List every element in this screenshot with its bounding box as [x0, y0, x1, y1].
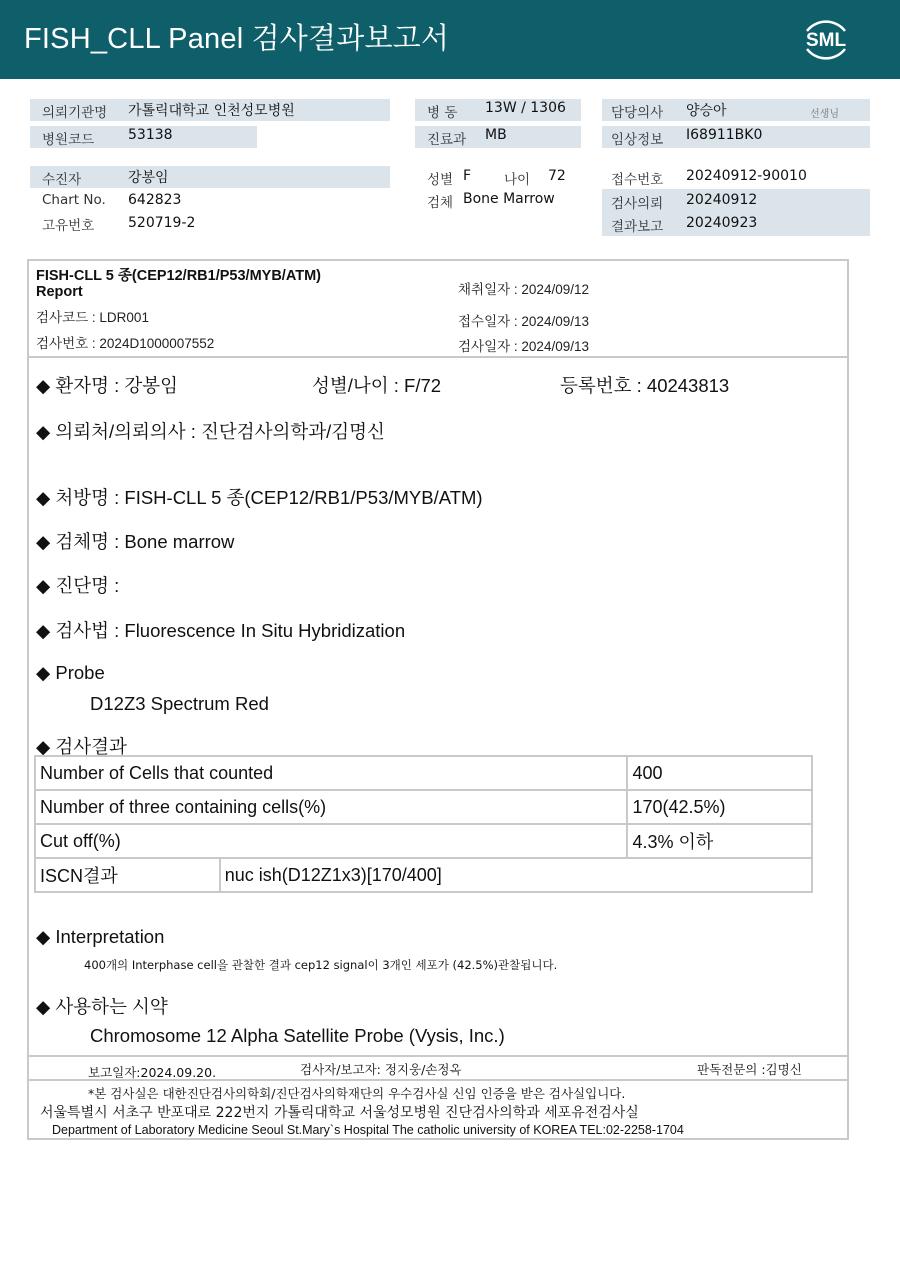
- diagnosis: ◆ 진단명 :: [36, 575, 120, 596]
- table-row: [35, 756, 812, 790]
- divider: [29, 1055, 847, 1057]
- result-value: 400: [627, 756, 812, 790]
- reagent-heading: ◆ 사용하는 시약: [36, 996, 168, 1017]
- specimen-name: ◆ 검체명 : Bone marrow: [36, 531, 235, 552]
- footer-reviewer: 판독전문의 :김명신: [697, 1062, 802, 1077]
- result-value: 170(42.5%): [627, 790, 812, 824]
- result-label: Number of Cells that counted: [35, 756, 627, 790]
- doctor-value: 양승아: [686, 103, 727, 119]
- report-date: 20240923: [686, 215, 758, 231]
- report-title: [36, 268, 321, 300]
- uid-value: 520719-2: [128, 215, 196, 231]
- specimen-value: Bone Marrow: [463, 191, 555, 207]
- sex-label: 성별: [427, 172, 454, 188]
- lab-address-english: Department of Laboratory Medicine Seoul St.Mary`s Hospital The catholic university of KOREA TEL:02-2258-1704: [52, 1123, 684, 1137]
- test-code: 검사코드 : LDR001: [36, 310, 149, 325]
- hospital-code-value: 53138: [128, 127, 173, 143]
- test-no: 검사번호 : 2024D1000007552: [36, 336, 215, 351]
- doctor-suffix: 선생님: [810, 109, 839, 120]
- interpretation-heading: ◆ Interpretation: [36, 926, 165, 947]
- logo-text: SML: [805, 30, 847, 51]
- info-band-patient: [30, 166, 390, 188]
- institution-value: 가톨릭대학교 인천성모병원: [128, 103, 295, 119]
- clinical-label: 임상정보: [611, 132, 664, 148]
- method: ◆ 검사법 : Fluorescence In Situ Hybridization: [36, 620, 406, 641]
- institution-label: 의뢰기관명: [42, 105, 108, 121]
- age-label: 나이: [504, 172, 531, 188]
- ward-value: 13W / 1306: [485, 100, 566, 116]
- footer-report-date: 보고일자:2024.09.20.: [88, 1065, 217, 1080]
- doctor-label: 담당의사: [611, 105, 664, 121]
- divider: [29, 356, 847, 358]
- specimen-label: 검체: [427, 195, 454, 211]
- interpretation-text: 400개의 Interphase cell을 관찰한 결과 cep12 signal이 3개인 세포가 (42.5%)관찰됩니다.: [84, 958, 558, 972]
- table-row: [35, 790, 812, 824]
- lab-address: 서울특별시 서초구 반포대로 222번지 가톨릭대학교 서울성모병원 진단검사의학과 세포유전검사실: [40, 1105, 639, 1121]
- chart-label: Chart No.: [42, 192, 106, 208]
- table-row: [35, 824, 812, 858]
- table-row: [35, 858, 812, 892]
- iscn-label: ISCN결과: [35, 858, 220, 892]
- sml-logo: [797, 11, 855, 67]
- iscn-value: nuc ish(D12Z1x3)[170/400]: [220, 858, 812, 892]
- probe-heading: ◆ Probe: [36, 662, 105, 683]
- receipt-date: 접수일자 : 2024/09/13: [458, 314, 589, 329]
- test-date: 검사일자 : 2024/09/13: [458, 339, 589, 354]
- collect-date: 채취일자 : 2024/09/12: [458, 282, 589, 297]
- dept-label: 진료과: [427, 132, 467, 148]
- prescription: ◆ 처방명 : FISH-CLL 5 종(CEP12/RB1/P53/MYB/ATM): [36, 487, 483, 508]
- chart-value: 642823: [128, 192, 182, 208]
- page-title: FISH_CLL Panel 검사결과보고서: [24, 23, 450, 55]
- report-title-line2: Report: [36, 284, 83, 300]
- registration-no: 등록번호 : 40243813: [560, 375, 730, 396]
- age-value: 72: [548, 168, 566, 184]
- report-label: 결과보고: [611, 219, 664, 235]
- result-label: Number of three containing cells(%): [35, 790, 627, 824]
- hospital-code-label: 병원코드: [42, 132, 95, 148]
- result-heading: ◆ 검사결과: [36, 736, 127, 757]
- sex-age: 성별/나이 : F/72: [312, 375, 442, 396]
- sex-value: F: [463, 168, 472, 184]
- results-table: [34, 755, 813, 893]
- footer-examiner: 검사자/보고자: 정지웅/손정옥: [300, 1062, 462, 1077]
- receipt-no-label: 접수번호: [611, 172, 664, 188]
- ward-label: 병 동: [427, 105, 458, 121]
- uid-label: 고유번호: [42, 218, 95, 234]
- result-value: 4.3% 이하: [627, 824, 812, 858]
- request-label: 검사의뢰: [611, 196, 664, 212]
- clinical-value: I68911BK0: [686, 127, 763, 143]
- probe-name: D12Z3 Spectrum Red: [90, 693, 269, 714]
- referrer: ◆ 의뢰처/의뢰의사 : 진단검사의학과/김명신: [36, 421, 385, 442]
- request-date: 20240912: [686, 192, 758, 208]
- patient-line: ◆ 환자명 : 강봉임: [36, 375, 179, 396]
- receipt-no-value: 20240912-90010: [686, 168, 807, 184]
- result-label: Cut off(%): [35, 824, 627, 858]
- patient-label: 수진자: [42, 172, 82, 188]
- report-title-line1: FISH-CLL 5 종(CEP12/RB1/P53/MYB/ATM): [36, 268, 321, 284]
- certification-note: *본 검사실은 대한진단검사의학회/진단검사의학재단의 우수검사실 신임 인증을 받은 검사실입니다.: [88, 1086, 626, 1101]
- dept-value: MB: [485, 127, 507, 143]
- patient-value: 강봉임: [128, 170, 169, 186]
- reagent-name: Chromosome 12 Alpha Satellite Probe (Vysis, Inc.): [90, 1025, 505, 1046]
